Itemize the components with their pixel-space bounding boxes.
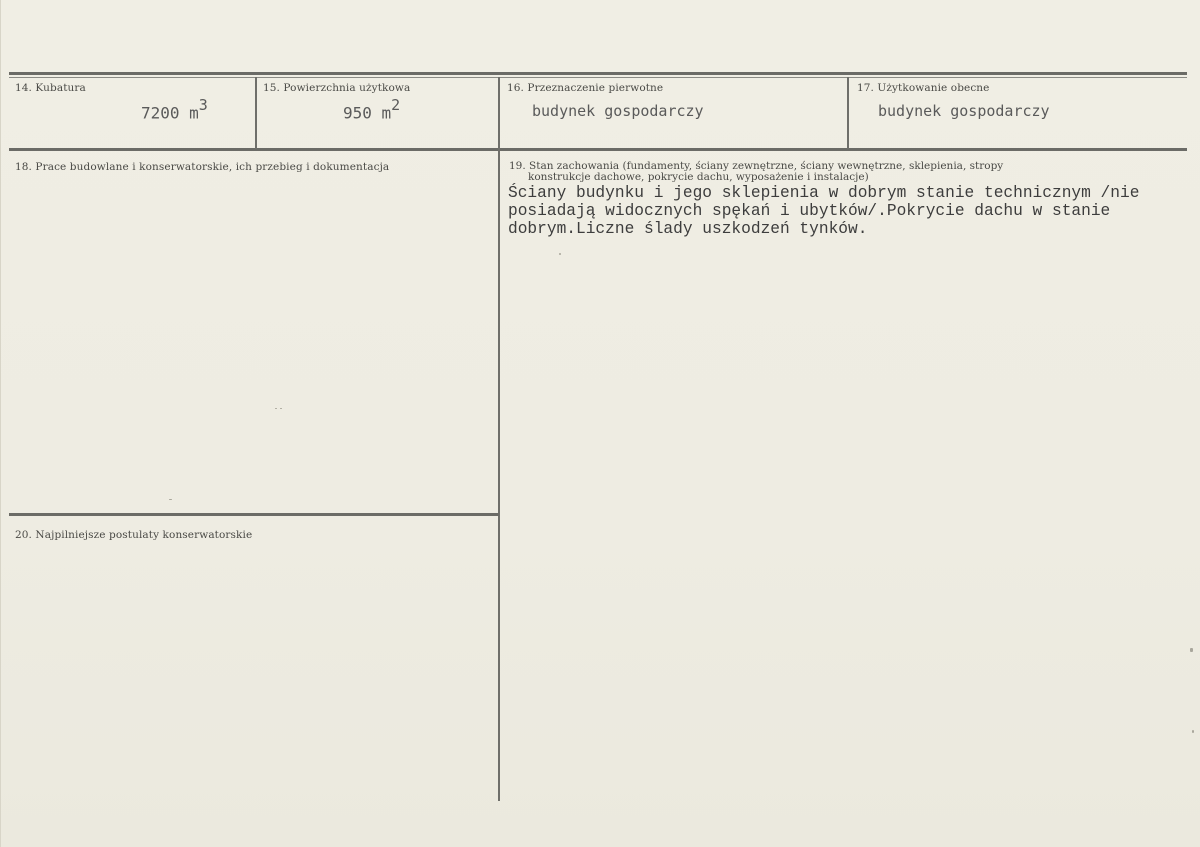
paper-speck [1192, 730, 1194, 733]
field-16-value: budynek gospodarczy [532, 102, 704, 120]
divider-15-16 [498, 77, 500, 149]
divider-16-17 [847, 77, 849, 149]
paper-speck [280, 408, 282, 409]
field-19-label-line1: 19. Stan zachowania (fundamenty, ściany zewnętrzne, ściany wewnętrzne, sklepienia, stropy [509, 160, 1004, 172]
field-19-label-line2: konstrukcje dachowe, pokrycie dachu, wyposażenie i instalacje) [528, 171, 869, 183]
paper-speck [169, 499, 172, 500]
field-19-text-line-3: dobrym.Liczne ślady uszkodzeń tynków. [508, 220, 868, 238]
field-19-text-line-1: Ściany budynku i jego sklepienia w dobrym stanie technicznym /nie [508, 184, 1140, 202]
field-19-text-line-2: posiadają widocznych spękań i ubytków/.Pokrycie dachu w stanie [508, 202, 1111, 220]
top-rule [9, 72, 1187, 75]
field-15-label: 15. Powierzchnia użytkowa [263, 82, 411, 94]
paper-speck [1190, 648, 1193, 652]
field-17-value: budynek gospodarczy [878, 102, 1050, 120]
field-14-number: 7200 m [141, 103, 199, 123]
paper-speck [559, 253, 561, 255]
divider-left-right [498, 149, 500, 801]
field-14-value [141, 98, 208, 122]
field-14-label: 14. Kubatura [15, 82, 86, 94]
field-15-number: 950 m [343, 103, 392, 123]
field-15-unit-sup: 2 [391, 96, 401, 114]
left-mid-rule [9, 513, 499, 516]
field-15-value [343, 98, 400, 122]
field-17-label: 17. Użytkowanie obecne [857, 82, 990, 94]
paper-speck [275, 408, 277, 409]
field-20-label: 20. Najpilniejsze postulaty konserwatorskie [15, 529, 253, 541]
top-rule-inner [9, 77, 1187, 78]
divider-14-15 [255, 77, 257, 149]
field-16-label: 16. Przeznaczenie pierwotne [507, 82, 664, 94]
field-18-label: 18. Prace budowlane i konserwatorskie, ich przebieg i dokumentacja [15, 161, 390, 173]
row1-bottom-rule [9, 148, 1187, 151]
field-14-unit-sup: 3 [198, 96, 208, 114]
